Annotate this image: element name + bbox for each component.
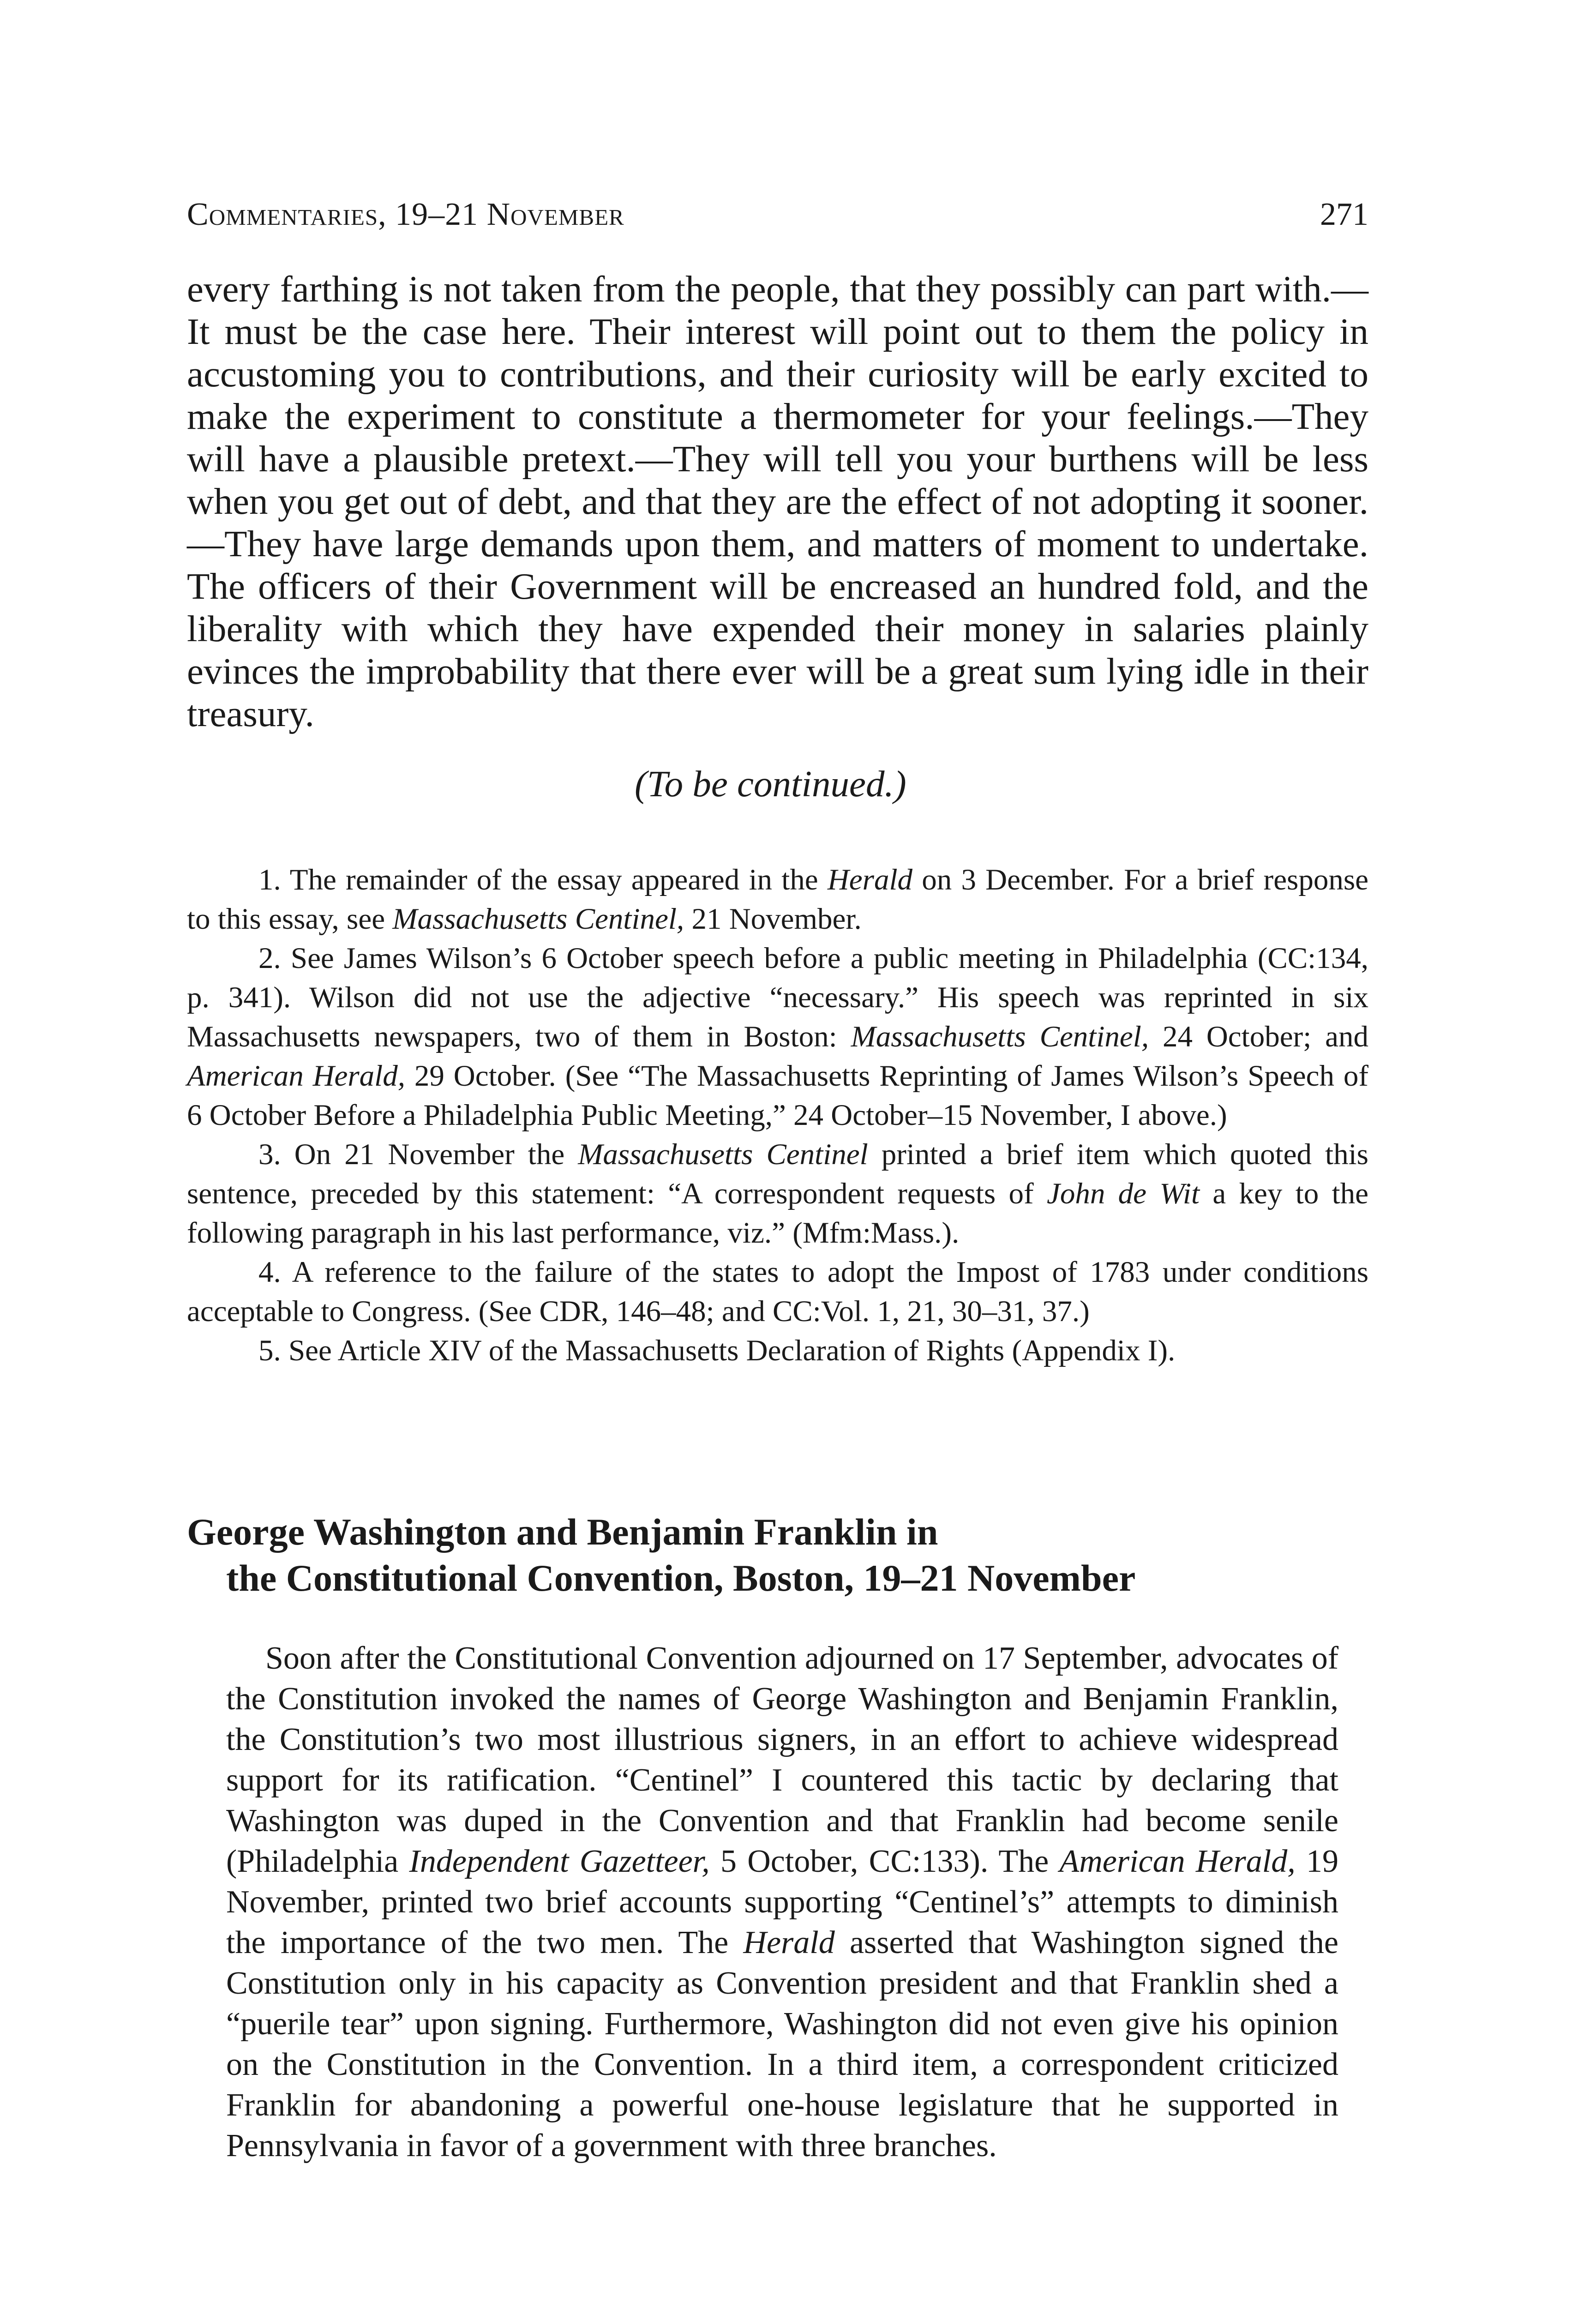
to-be-continued: (To be continued.) [635, 763, 906, 805]
footnote-5: 5. See Article XIV of the Massachusetts Declaration of Rights (Appendix I). [258, 1334, 1176, 1367]
footnote-3: 3. On 21 November the Massachusetts Centinel printed a brief item which quoted this sentence, preceded by this statement: “A correspondent requests of John de Wit a key to the following paragraph in his last performance, viz.” (Mfm:Mass.). [187, 1138, 1368, 1250]
page-number: 271 [1320, 197, 1368, 232]
essay-body-paragraph: every farthing is not taken from the people, that they possibly can part with.—It must be the case here. Their interest will point out to them the policy in accustoming you to contributions, and their curiosity will be early excited to make the experiment to constitute a thermometer for your feelings.—They will have a plausible pretext.—They will tell you your burthens will be less when you get out of debt, and that they are the effect of not adopting it sooner.—They have large demands upon them, and matters of moment to undertake. The officers of their Government will be encreased an hundred fold, and the liberality with which they have expended their money in salaries plainly evinces the improbability that there ever will be a great sum lying idle in their treasury. [187, 268, 1368, 734]
running-head [187, 198, 1368, 231]
section-intro-paragraph: Soon after the Constitutional Convention adjourned on 17 September, advocates of the Constitution invoked the names of George Washington and Benjamin Franklin, the Constitution’s two most illustrious signers, in an effort to achieve widespread support for its ratification. “Centinel” I countered this tactic by declaring that Washington was duped in the Convention and that Franklin had become senile (Philadelphia Independent Gazetteer, 5 October, CC:133). The American Herald, 19 November, printed two brief accounts supporting “Centinel’s” attempts to diminish the importance of the two men. The Herald asserted that Washington signed the Constitution only in his capacity as Convention president and that Franklin shed a “puerile tear” upon signing. Furthermore, Washington did not even give his opinion on the Constitution in the Convention. In a third item, a correspondent criticized Franklin for abandoning a powerful one-house legislature that he supported in Pennsylvania in favor of a government with three branches. [226, 1641, 1338, 2164]
footnote-1: 1. The remainder of the essay appeared in the Herald on 3 December. For a brief response to this essay, see Massachusetts Centinel, 21 November. [187, 863, 1368, 936]
footnote-2: 2. See James Wilson’s 6 October speech before a public meeting in Philadelphia (CC:134, p. 341). Wilson did not use the adjective “necessary.” His speech was reprinted in six Massachusetts newspapers, two of them in Boston: Massachusetts Centinel, 24 October; and American Herald, 29 October. (See “The Massachusetts Reprinting of James Wilson’s Speech of 6 October Before a Philadelphia Public Meeting,” 24 October–15 November, I above.) [187, 942, 1368, 1132]
footnote-4: 4. A reference to the failure of the states to adopt the Impost of 1783 under conditions acceptable to Congress. (See CDR, 146–48; and CC:Vol. 1, 21, 30–31, 37.) [187, 1256, 1368, 1328]
running-title: Commentaries, 19–21 November [187, 197, 624, 232]
section-title-line-1: George Washington and Benjamin Franklin in [187, 1511, 938, 1553]
document-page [187, 198, 1368, 2166]
footnotes [187, 860, 1368, 1370]
section-title [187, 1509, 1368, 1601]
section-title-line-2: the Constitutional Convention, Boston, 19–21 November [226, 1557, 1136, 1599]
section-intro [187, 1638, 1368, 2166]
